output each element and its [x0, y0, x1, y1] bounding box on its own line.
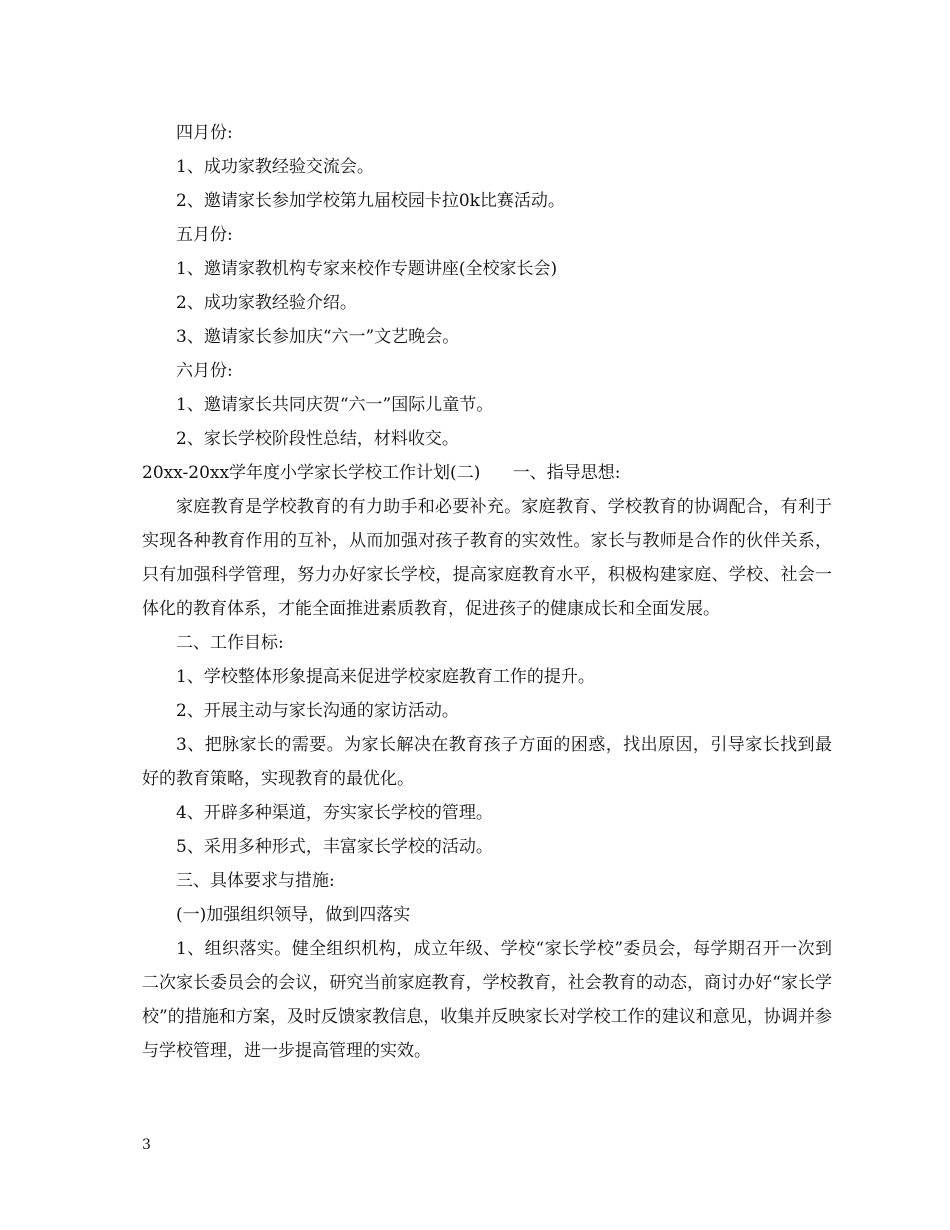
paragraph: 3、邀请家长参加庆“六一”文艺晚会。: [176, 327, 460, 347]
section-heading: 20xx-20xx学年度小学家长学校工作计划(二) 一、指导思想:: [142, 463, 621, 483]
paragraph: 1、学校整体形象提高来促进学校家庭教育工作的提升。: [176, 667, 595, 687]
paragraph: 五月份:: [176, 225, 233, 245]
paragraph: 2、邀请家长参加学校第九届校园卡拉0k比赛活动。: [176, 191, 565, 211]
page-number: 3: [142, 1137, 151, 1153]
paragraph: 4、开辟多种渠道，夯实家长学校的管理。: [176, 803, 493, 823]
paragraph: 三、具体要求与措施:: [176, 871, 335, 891]
paragraph: 二、工作目标:: [176, 633, 284, 653]
paragraph: 5、采用多种形式，丰富家长学校的活动。: [176, 837, 493, 857]
document-body: [142, 116, 832, 1068]
paragraph: 家庭教育是学校教育的有力助手和必要补充。家庭教育、学校教育的协调配合，有利于实现各种教育作用的互补，从而加强对孩子教育的实效性。家长与教师是合作的伙伴关系，只有加强科学管理，努力办好家长学校，提高家庭教育水平，积极构建家庭、学校、社会一体化的教育体系，才能全面推进素质教育，促进孩子的健康成长和全面发展。: [142, 497, 832, 619]
paragraph: 六月份:: [176, 361, 233, 381]
paragraph: 四月份:: [176, 123, 233, 143]
paragraph: 1、组织落实。健全组织机构，成立年级、学校“家长学校”委员会，每学期召开一次到二次家长委员会的会议，研究当前家庭教育，学校教育，社会教育的动态，商讨办好“家长学校”的措施和方案，及时反馈家教信息，收集并反映家长对学校工作的建议和意见，协调并参与学校管理，进一步提高管理的实效。: [142, 939, 832, 1061]
paragraph: 2、家长学校阶段性总结，材料收交。: [176, 429, 459, 449]
paragraph: 1、成功家教经验交流会。: [176, 157, 374, 177]
paragraph: 2、成功家教经验介绍。: [176, 293, 357, 313]
paragraph: 2、开展主动与家长沟通的家访活动。: [176, 701, 459, 721]
paragraph: 1、邀请家教机构专家来校作专题讲座(全校家长会): [176, 259, 558, 279]
paragraph: (一)加强组织领导，做到四落实: [176, 905, 411, 925]
paragraph: 1、邀请家长共同庆贺“六一”国际儿童节。: [176, 395, 494, 415]
paragraph: 3、把脉家长的需要。为家长解决在教育孩子方面的困惑，找出原因，引导家长找到最好的教育策略，实现教育的最优化。: [142, 735, 832, 789]
